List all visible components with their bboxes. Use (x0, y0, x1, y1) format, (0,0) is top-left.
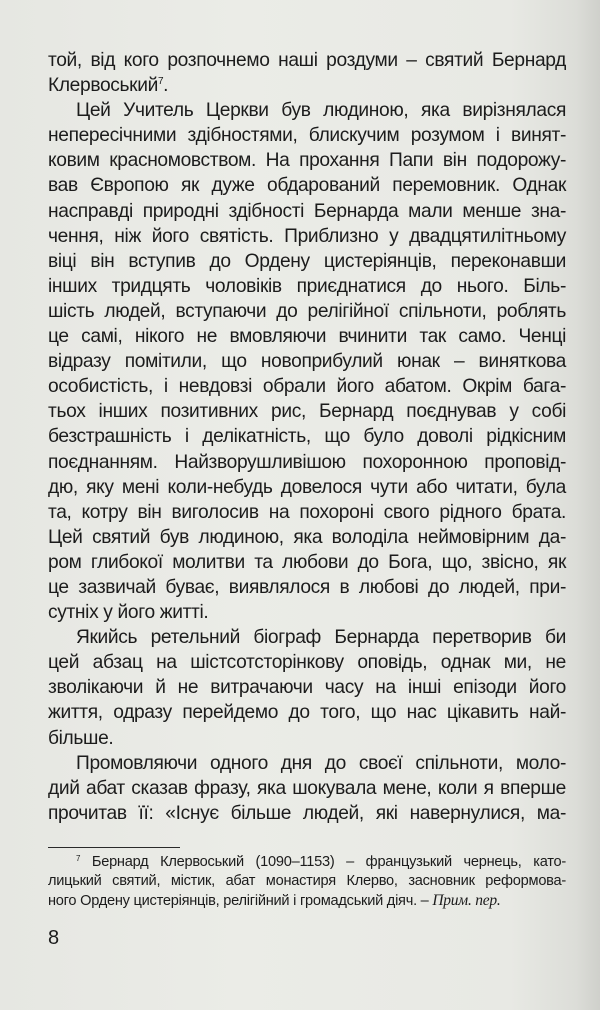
text-line: це самі, нікого не вмовляючи вчинити так само. Ченці (48, 326, 566, 348)
text-line: шість людей, вступаючи до релігійної спільноти, роблять (48, 300, 566, 322)
text-line: особистість, і невдовзі обрали його абатом. Окрім бага- (48, 376, 566, 398)
main-text (48, 48, 566, 826)
text-line: відразу помітили, що новоприбулий юнак – виняткова (48, 351, 566, 373)
footnote-number: 7 (76, 854, 81, 863)
footnote-divider (48, 847, 180, 848)
footnote-line: $^7$ Бернард Клервоський (1090–1153) – французький чернець, като- (76, 854, 566, 870)
text-line: віці він вступив до Ордену цистеріянців, переконавши (48, 250, 566, 272)
footnote (48, 853, 566, 911)
text-line: дю, яку мені коли-небудь довелося чути або читати, була (48, 476, 566, 498)
text-line: поєднанням. Найзворушливішою похоронною проповід- (48, 451, 566, 473)
text-line: непересічними здібностями, блискучим розумом і винят- (48, 125, 566, 147)
text-line: насправді природні здібності Бернарда мали менше зна- (48, 200, 566, 222)
text-line: цей абзац на шістсотсторінкову оповідь, однак ми, не (48, 652, 566, 674)
text-line: вав Європою як дуже обдарований перемовник. Однак (48, 175, 566, 197)
text-line: зволікаючи й не витрачаючи часу на інші епізоди його (48, 677, 566, 699)
footnote-line: лицький святий, містик, абат монастиря Клерво, засновник реформова- (48, 873, 566, 889)
text-line: життя, одразу перейдемо до того, що нас цікавить най- (48, 702, 566, 724)
text-line: прочитав її: «Існує більше людей, які навернулися, ма- (48, 802, 566, 824)
text-line: та, котру він виголосив на похороні свого рідного брата. (48, 501, 566, 523)
text-line: чення, ніж його святість. Приблизно у двадцятилітньому (48, 225, 566, 247)
page-number: 8 (48, 927, 60, 949)
paragraph-1 (48, 48, 566, 98)
text-line: ром глибокої молитви та любови до Бога, що, звісно, як (48, 551, 566, 573)
text-line: Промовляючи одного дня до своєї спільноти, моло- (76, 752, 566, 774)
text-line: Цей Учитель Церкви був людиною, яка вирізнялася (76, 100, 566, 122)
paragraph-2 (48, 98, 566, 625)
text-line: сутніх у його житті. (48, 602, 209, 624)
translator-note-label: Прим. пер. (432, 892, 501, 909)
paragraph-3 (48, 625, 566, 750)
text-line: дий абат сказав фразу, яка шокувала мене, коли я вперше (48, 777, 566, 799)
footnote-ref[interactable]: 7 (157, 76, 164, 88)
text-line: Якийсь ретельний біограф Бернарда перетворив би (76, 627, 566, 649)
book-page (48, 48, 566, 826)
text-line: той, від кого розпочнемо наші роздуми – святий Бернард (48, 50, 566, 71)
text-line: ковим красномовством. На прохання Папи він подорожу- (48, 150, 566, 172)
text-line: більше. (48, 727, 114, 749)
footnote-line: ного Ордену цистеріянців, релігійний і громадський діяч. – Прим. пер. (48, 892, 501, 909)
text-line: тьох інших позитивних рис, Бернард поєднував у собі (48, 401, 566, 423)
text-line: інших тридцять чоловіків приєднатися до нього. Біль- (48, 275, 566, 297)
text-line: це зазвичай буває, виявлялося в любові до людей, при- (48, 576, 566, 598)
paragraph-4 (48, 751, 566, 826)
text-line: Цей святий був людиною, яка володіла неймовірним да- (48, 526, 566, 548)
text-line: Клервоський$^7$. (48, 75, 169, 97)
text-line: безстрашність і делікатність, що було доволі рідкісним (48, 426, 566, 448)
